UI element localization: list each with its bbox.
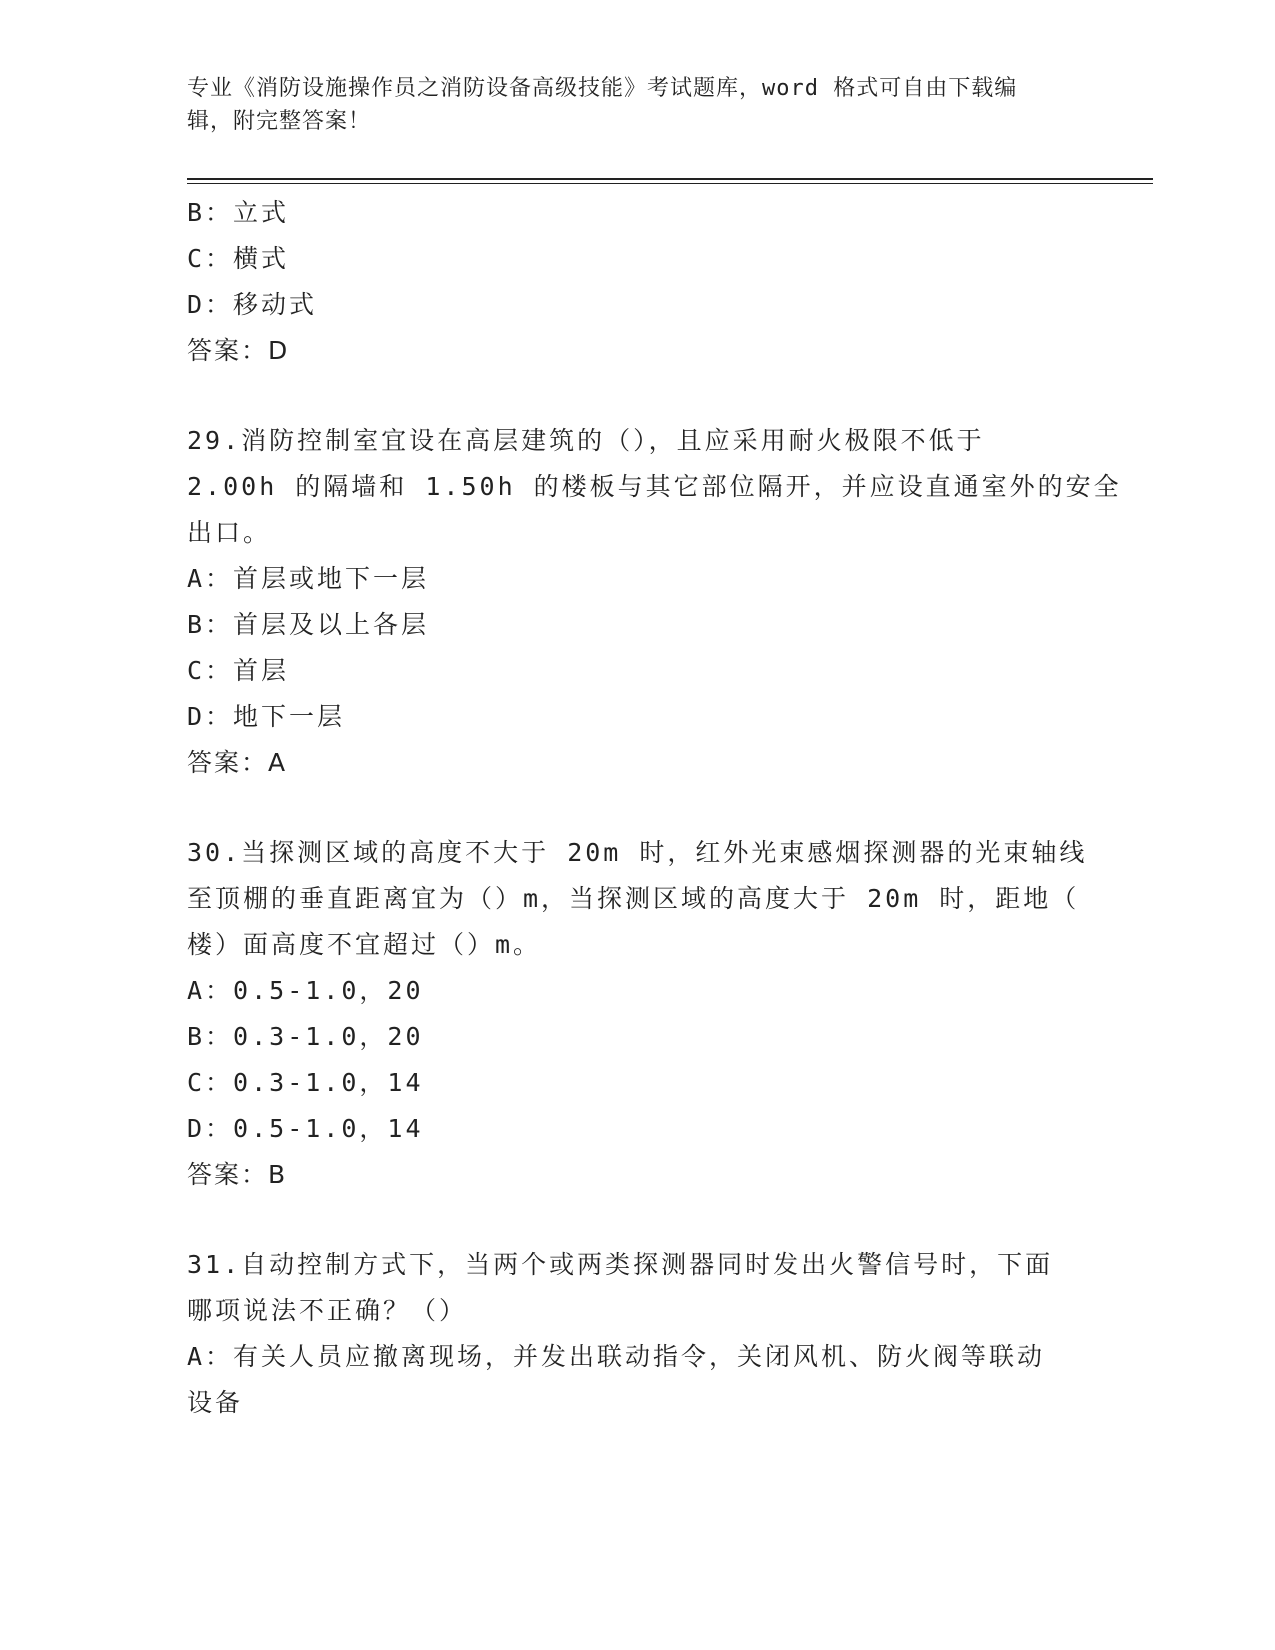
question-stem-line: 哪项说法不正确？（）: [187, 1296, 468, 1325]
spacer: [187, 1198, 1087, 1242]
option-a: A：0.5-1.0，20: [187, 976, 424, 1005]
document-header: [187, 72, 1067, 138]
option-d: D：0.5-1.0，14: [187, 1114, 424, 1143]
spacer: [187, 786, 1087, 830]
question-28-tail: [187, 190, 1087, 374]
option-a: A：有关人员应撤离现场，并发出联动指令，关闭风机、防火阀等联动: [187, 1342, 1046, 1371]
question-stem-line: 31.自动控制方式下，当两个或两类探测器同时发出火警信号时，下面: [187, 1250, 1054, 1279]
question-stem-line: 2.00h 的隔墙和 1.50h 的楼板与其它部位隔开，并应设直通室外的安全: [187, 472, 1122, 501]
option-c: C：首层: [187, 656, 290, 685]
option-d: D：移动式: [187, 290, 318, 319]
header-line-1: 专业《消防设施操作员之消防设备高级技能》考试题库，word 格式可自由下载编: [187, 76, 1018, 101]
question-stem-line: 楼）面高度不宜超过（）m。: [187, 930, 542, 959]
question-stem-line: 至顶棚的垂直距离宜为（）m，当探测区域的高度大于 20m 时，距地（: [187, 884, 1080, 913]
header-divider-thin: [187, 183, 1153, 184]
option-c: C：横式: [187, 244, 290, 273]
option-a-continued: 设备: [187, 1388, 244, 1417]
question-30: [187, 830, 1087, 1198]
option-b: B：立式: [187, 198, 290, 227]
option-d: D：地下一层: [187, 702, 346, 731]
option-a: A：首层或地下一层: [187, 564, 430, 593]
question-stem-line: 30.当探测区域的高度不大于 20m 时，红外光束感烟探测器的光束轴线: [187, 838, 1088, 867]
question-stem-line: 29.消防控制室宜设在高层建筑的（），且应采用耐火极限不低于: [187, 426, 985, 455]
header-divider-thick: [187, 178, 1153, 180]
option-c: C：0.3-1.0，14: [187, 1068, 424, 1097]
question-stem-line: 出口。: [187, 518, 272, 547]
question-31: [187, 1242, 1087, 1426]
header-line-2: 辑，附完整答案！: [187, 109, 372, 134]
option-b: B：首层及以上各层: [187, 610, 430, 639]
question-29: [187, 418, 1122, 786]
answer-line: 答案：B: [187, 1160, 288, 1189]
spacer: [187, 374, 1087, 418]
answer-line: 答案：A: [187, 748, 288, 777]
option-b: B：0.3-1.0，20: [187, 1022, 424, 1051]
question-content: [187, 190, 1122, 1426]
answer-line: 答案：D: [187, 336, 290, 365]
